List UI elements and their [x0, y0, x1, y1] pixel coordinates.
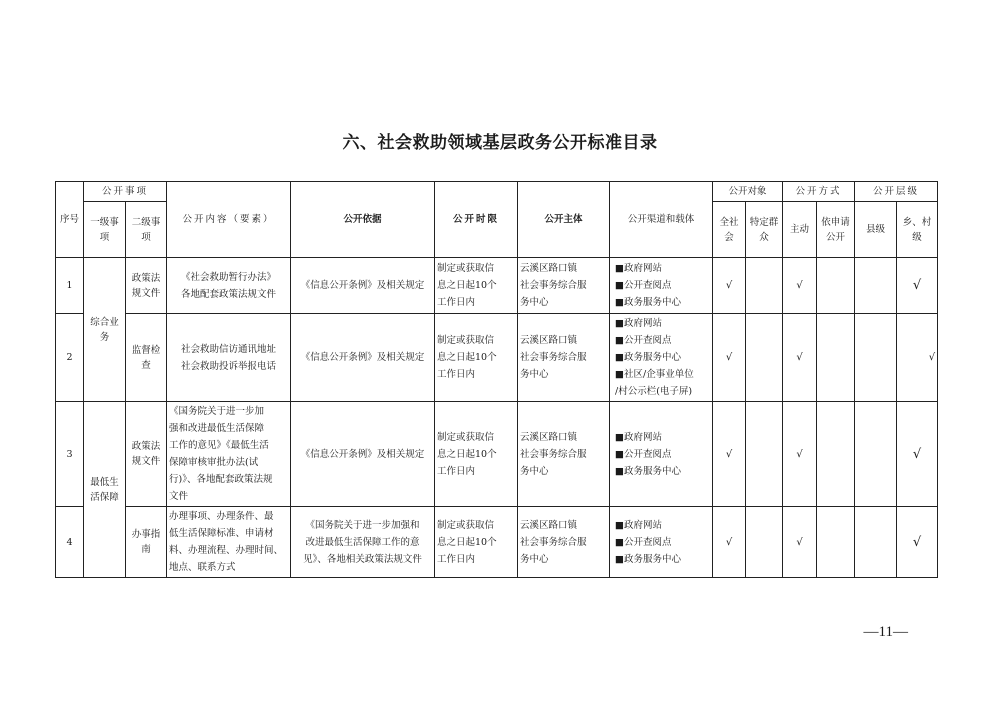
time-line: 息之日起10个: [437, 536, 497, 548]
time-line: 制定或获取信: [437, 335, 495, 346]
header-public-items: 公开事项: [84, 182, 167, 202]
subject-line: 云溪区路口镇: [520, 431, 578, 443]
header-method: 公开方式: [783, 182, 855, 202]
time-line: 息之日起10个: [437, 352, 497, 363]
header-method-active: 主动: [783, 202, 817, 258]
row-time-limit: [435, 258, 518, 314]
check-method-active: √: [783, 258, 817, 314]
content-line: 《社会救助暂行办法》: [181, 271, 277, 283]
subject-line: 务中心: [520, 297, 549, 308]
time-line: 制定或获取信: [437, 519, 495, 531]
header-level-county: 县级: [855, 202, 897, 258]
time-line: 工作日内: [437, 297, 476, 308]
check-method-active: √: [783, 314, 817, 402]
header-level-town: 乡、村级: [897, 202, 938, 258]
header-basis: 公开依据: [291, 182, 435, 258]
channel-item: ■政务服务中心: [615, 465, 681, 477]
subject-line: 务中心: [520, 465, 549, 477]
row-time-limit: [435, 402, 518, 507]
subject-line: 云溪区路口镇: [520, 519, 578, 531]
check-level-town: √: [897, 402, 938, 507]
check-method-request: [817, 314, 855, 402]
subject-line: 社会事务综合服: [520, 448, 587, 460]
row-channels: [610, 402, 713, 507]
row-content: [167, 402, 291, 507]
row-level2: 政策法规文件: [126, 258, 167, 314]
header-subject: 公开主体: [518, 182, 610, 258]
row-time-limit: [435, 314, 518, 402]
table-row: [56, 314, 938, 402]
subject-line: 云溪区路口镇: [520, 335, 578, 346]
content-line: 工作的意见》《最低生活: [169, 440, 269, 451]
check-level-county: [855, 507, 897, 578]
check-level-county: [855, 258, 897, 314]
check-method-request: [817, 507, 855, 578]
check-audience-specific: [746, 258, 783, 314]
channel-item: ■政府网站: [615, 431, 662, 443]
row-content: [167, 314, 291, 402]
content-line: 行)》、各地配套政策法规: [169, 474, 273, 485]
page-number: —11—: [863, 624, 908, 640]
content-line: 强和改进最低生活保障: [169, 423, 265, 434]
table-row: [56, 402, 938, 507]
row-subject: [518, 258, 610, 314]
row-content: [167, 258, 291, 314]
check-audience-all: √: [713, 314, 746, 402]
channel-item: ■政务服务中心: [615, 553, 681, 565]
row-time-limit: [435, 507, 518, 578]
header-content: 公开内容（要素）: [167, 182, 291, 258]
header-level: 公开层级: [855, 182, 938, 202]
header-audience: 公开对象: [713, 182, 783, 202]
content-line: 各地配套政策法规文件: [181, 288, 277, 300]
check-audience-all: √: [713, 507, 746, 578]
time-line: 工作日内: [437, 553, 476, 565]
basis-line: 见》、各地相关政策法规文件: [303, 553, 422, 565]
check-level-town: √: [897, 314, 938, 402]
content-line: 料、办理流程、办理时间、: [169, 545, 284, 556]
channel-item: ■公开查阅点: [615, 448, 672, 460]
row-basis: 《信息公开条例》及相关规定: [291, 314, 435, 402]
check-method-request: [817, 402, 855, 507]
row-subject: [518, 402, 610, 507]
content-line: 办理事项、办理条件、最: [169, 511, 274, 522]
row-basis: 《信息公开条例》及相关规定: [291, 402, 435, 507]
row-seq: 3: [56, 402, 84, 507]
check-audience-all: √: [713, 402, 746, 507]
check-audience-specific: [746, 314, 783, 402]
row-channels: [610, 507, 713, 578]
channel-item: ■公开查阅点: [615, 536, 672, 548]
channel-item: ■政务服务中心: [615, 352, 681, 363]
content-line: 社会救助信访通讯地址: [181, 343, 277, 355]
time-line: 制定或获取信: [437, 431, 495, 443]
row-level2: 办事指南: [126, 507, 167, 578]
check-audience-specific: [746, 402, 783, 507]
row-level2: 政策法规文件: [126, 402, 167, 507]
table-row: [56, 507, 938, 578]
subject-line: 社会事务综合服: [520, 536, 587, 548]
header-time-limit: 公开时限: [435, 182, 518, 258]
check-audience-specific: [746, 507, 783, 578]
channel-item: ■政府网站: [615, 318, 662, 329]
subject-line: 务中心: [520, 553, 549, 565]
check-method-active: √: [783, 507, 817, 578]
header-channel: 公开渠道和载体: [610, 182, 713, 258]
row-basis: 《信息公开条例》及相关规定: [291, 258, 435, 314]
check-method-active: √: [783, 402, 817, 507]
row-channels: [610, 258, 713, 314]
subject-line: 社会事务综合服: [520, 280, 587, 291]
basis-line: 《国务院关于进一步加强和: [305, 519, 420, 531]
check-level-county: [855, 402, 897, 507]
header-level1: 一级事项: [84, 202, 126, 258]
check-level-town: √: [897, 507, 938, 578]
table-row: [56, 258, 938, 314]
subject-line: 云溪区路口镇: [520, 263, 578, 274]
subject-line: 社会事务综合服: [520, 352, 587, 363]
row-basis: [291, 507, 435, 578]
check-level-town: √: [897, 258, 938, 314]
content-line: 《国务院关于进一步加: [169, 406, 265, 417]
content-line: 保障审核审批办法(试: [169, 457, 259, 468]
check-audience-all: √: [713, 258, 746, 314]
header-level2: 二级事项: [126, 202, 167, 258]
header-audience-all: 全社会: [713, 202, 746, 258]
channel-item: ■政务服务中心: [615, 297, 681, 308]
content-line: 文件: [169, 491, 189, 502]
row-seq: 4: [56, 507, 84, 578]
row-level2: 监督检查: [126, 314, 167, 402]
header-seq: 序号: [56, 182, 84, 258]
time-line: 工作日内: [437, 465, 476, 477]
content-line: 地点、联系方式: [169, 562, 236, 573]
content-line: 低生活保障标准、申请材: [169, 528, 274, 539]
row-seq: 2: [56, 314, 84, 402]
channel-item: ■公开查阅点: [615, 335, 672, 346]
channel-item: /村公示栏(电子屏): [615, 386, 693, 397]
row-content: [167, 507, 291, 578]
basis-line: 改进最低生活保障工作的意: [305, 536, 420, 548]
time-line: 制定或获取信: [437, 263, 495, 274]
time-line: 息之日起10个: [437, 280, 497, 291]
check-level-county: [855, 314, 897, 402]
row-subject: [518, 507, 610, 578]
content-line: 社会救助投诉举报电话: [181, 360, 277, 372]
group-label: 综合业务: [84, 258, 126, 402]
row-seq: 1: [56, 258, 84, 314]
time-line: 工作日内: [437, 369, 476, 380]
channel-item: ■政府网站: [615, 519, 662, 531]
channel-item: ■社区/企事业单位: [615, 369, 694, 380]
page-title: 六、社会救助领域基层政务公开标准目录: [342, 133, 658, 153]
time-line: 息之日起10个: [437, 448, 497, 460]
header-method-request: 依申请公开: [817, 202, 855, 258]
header-audience-specific: 特定群众: [746, 202, 783, 258]
group-label: 最低生活保障: [84, 402, 126, 578]
row-subject: [518, 314, 610, 402]
check-method-request: [817, 258, 855, 314]
catalog-table: [55, 181, 938, 578]
subject-line: 务中心: [520, 369, 549, 380]
row-channels: [610, 314, 713, 402]
channel-item: ■政府网站: [615, 263, 662, 274]
channel-item: ■公开查阅点: [615, 280, 672, 291]
